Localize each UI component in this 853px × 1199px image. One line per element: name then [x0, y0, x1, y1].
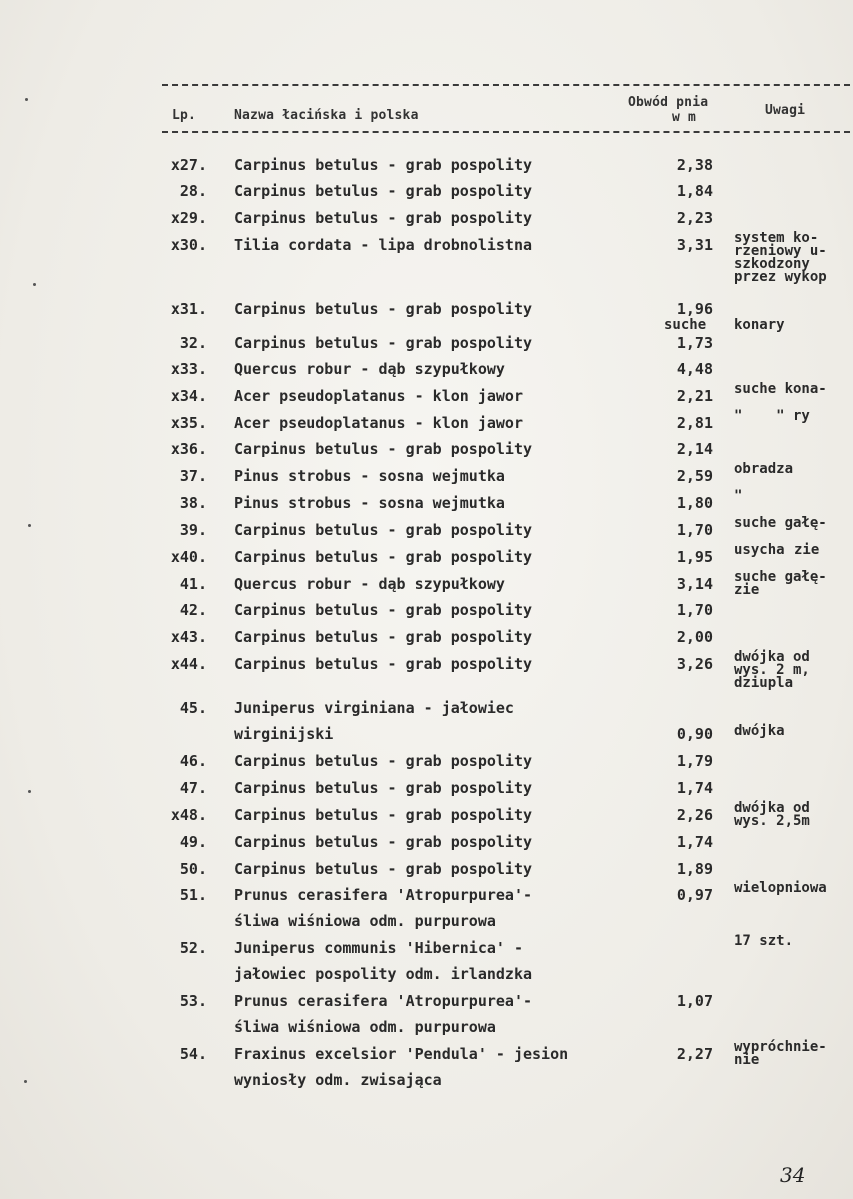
row-circumference: 4,48: [676, 360, 713, 378]
header-rule: [162, 131, 850, 133]
row-species-name: Carpinus betulus - grab pospolity: [234, 521, 533, 539]
row-circumference: 2,26: [676, 806, 713, 824]
row-notes: 17 szt.: [734, 933, 794, 949]
header-name: Nazwa łacińska i polska: [234, 108, 419, 123]
row-number: x35.: [170, 414, 207, 432]
row-number: x48.: [170, 806, 207, 824]
note-extra-zie: zie: [794, 542, 820, 558]
row-species-name: Carpinus betulus - grab pospolity: [234, 752, 533, 770]
row-number: 54.: [179, 1045, 207, 1063]
row-circumference: 1,84: [676, 182, 713, 200]
row-species-name: Prunus cerasifera 'Atropurpurea'-: [234, 886, 533, 904]
row-number: x40.: [170, 548, 207, 566]
row-circumference: 2,38: [676, 156, 713, 174]
row-notes: " " ry: [734, 408, 810, 424]
scan-speck: [28, 524, 31, 527]
row-species-name: Quercus robur - dąb szypułkowy: [234, 575, 505, 593]
row-species-name: Acer pseudoplatanus - klon jawor: [234, 414, 523, 432]
row-circumference: 1,74: [676, 833, 713, 851]
row-number: 46.: [179, 752, 207, 770]
row-circumference: 3,26: [676, 655, 713, 673]
row-species-name: Prunus cerasifera 'Atropurpurea'-: [234, 992, 533, 1010]
row-species-name: Carpinus betulus - grab pospolity: [234, 548, 533, 566]
row-number: 47.: [179, 779, 207, 797]
row-species-name: Carpinus betulus - grab pospolity: [234, 209, 533, 227]
row-species-name-continued: wyniosły odm. zwisająca: [234, 1071, 442, 1089]
row-species-name: Carpinus betulus - grab pospolity: [234, 628, 533, 646]
row-number: 45.: [179, 699, 207, 717]
top-rule: [162, 84, 850, 86]
row-circumference: 1,73: [676, 334, 713, 352]
row-notes: obradza: [734, 461, 794, 477]
row-circumference: 1,89: [676, 860, 713, 878]
row-number: 51.: [179, 886, 207, 904]
row-species-name: Carpinus betulus - grab pospolity: [234, 779, 533, 797]
row-circumference: 0,90: [676, 725, 713, 743]
row-circumference: 3,14: [676, 575, 713, 593]
row-circumference: 2,00: [676, 628, 713, 646]
row-number: x34.: [170, 387, 207, 405]
row-circumference: 1,80: [676, 494, 713, 512]
row-species-name: Juniperus virginiana - jałowiec: [234, 699, 514, 717]
scan-speck: [24, 1080, 27, 1083]
scan-speck: [28, 790, 31, 793]
row-circumference: 1,07: [676, 992, 713, 1010]
scan-speck: [25, 98, 28, 101]
row-number: 28.: [179, 182, 207, 200]
row-species-name: Carpinus betulus - grab pospolity: [234, 300, 533, 318]
row-number: 53.: [179, 992, 207, 1010]
row-species-name-continued: śliwa wiśniowa odm. purpurowa: [234, 912, 496, 930]
row-notes: suche gałę-: [734, 515, 827, 531]
row-number: x27.: [170, 156, 207, 174]
scan-speck: [33, 283, 36, 286]
row-number: x30.: [170, 236, 207, 254]
row-notes: suche gałę- zie: [734, 569, 827, 598]
page-number: 34: [780, 1163, 806, 1187]
row-circumference: 1,95: [676, 548, 713, 566]
row-species-name: Carpinus betulus - grab pospolity: [234, 156, 533, 174]
row-number: 32.: [179, 334, 207, 352]
row-circumference: 1,74: [676, 779, 713, 797]
row-circumference: 1,96: [676, 300, 713, 318]
row-notes: suche kona-: [734, 381, 827, 397]
row-species-name: Pinus strobus - sosna wejmutka: [234, 467, 505, 485]
row-circumference: 2,23: [676, 209, 713, 227]
row-circumference: 1,79: [676, 752, 713, 770]
row-circumference: 2,27: [676, 1045, 713, 1063]
row-notes: wielopniowa: [734, 880, 827, 896]
row-species-name: Carpinus betulus - grab pospolity: [234, 440, 533, 458]
row-number: 39.: [179, 521, 207, 539]
row-species-name: Carpinus betulus - grab pospolity: [234, 860, 533, 878]
note-extra-konary: konary: [734, 317, 785, 333]
row-species-name: Carpinus betulus - grab pospolity: [234, 182, 533, 200]
row-number: 50.: [179, 860, 207, 878]
row-circumference: 2,81: [676, 414, 713, 432]
row-number: 38.: [179, 494, 207, 512]
row-species-name: Juniperus communis 'Hibernica' -: [234, 939, 523, 957]
row-species-name: Tilia cordata - lipa drobnolistna: [234, 236, 533, 254]
row-number: x36.: [170, 440, 207, 458]
row-circumference: 2,21: [676, 387, 713, 405]
row-notes: dwójka od wys. 2,5m: [734, 800, 810, 829]
row-species-name-continued: wirginijski: [234, 725, 334, 743]
row-circumference: 2,59: [676, 467, 713, 485]
row-circumference: 2,14: [676, 440, 713, 458]
row-notes: ": [734, 488, 743, 504]
row-species-name: Carpinus betulus - grab pospolity: [234, 833, 533, 851]
row-species-name: Carpinus betulus - grab pospolity: [234, 806, 533, 824]
row-circumference: 1,70: [676, 601, 713, 619]
row-number: x43.: [170, 628, 207, 646]
header-notes: Uwagi: [765, 103, 806, 118]
row-notes: dwójka: [734, 723, 785, 739]
header-circumference-line2: w m: [672, 110, 697, 125]
row-number: 42.: [179, 601, 207, 619]
row-notes: dwójka od wys. 2 m, dziupla: [734, 649, 810, 691]
row-species-name: Pinus strobus - sosna wejmutka: [234, 494, 505, 512]
row-notes: usycha: [734, 542, 785, 558]
header-lp: Lp.: [172, 108, 197, 123]
row-notes: system ko- rzeniowy u- szkodzony przez wykop: [734, 230, 827, 285]
row-species-name: Fraxinus excelsior 'Pendula' - jesion: [234, 1045, 569, 1063]
row-species-name: Carpinus betulus - grab pospolity: [234, 334, 533, 352]
row-number: x29.: [170, 209, 207, 227]
row-circumference: 0,97: [676, 886, 713, 904]
row-number: x31.: [170, 300, 207, 318]
row-species-name-continued: śliwa wiśniowa odm. purpurowa: [234, 1018, 496, 1036]
row-number: 41.: [179, 575, 207, 593]
row-notes: wypróchnie- nie: [734, 1039, 827, 1068]
row-number: 37.: [179, 467, 207, 485]
row-circumference: 1,70: [676, 521, 713, 539]
row-species-name: Carpinus betulus - grab pospolity: [234, 655, 533, 673]
row-number: 52.: [179, 939, 207, 957]
circ-extra-suche: suche: [664, 317, 707, 333]
row-species-name: Acer pseudoplatanus - klon jawor: [234, 387, 523, 405]
header-circumference-line1: Obwód pnia: [628, 95, 709, 110]
row-number: 49.: [179, 833, 207, 851]
row-species-name: Carpinus betulus - grab pospolity: [234, 601, 533, 619]
row-species-name-continued: jałowiec pospolity odm. irlandzka: [234, 965, 533, 983]
row-number: x44.: [170, 655, 207, 673]
row-circumference: 3,31: [676, 236, 713, 254]
row-number: x33.: [170, 360, 207, 378]
row-species-name: Quercus robur - dąb szypułkowy: [234, 360, 505, 378]
